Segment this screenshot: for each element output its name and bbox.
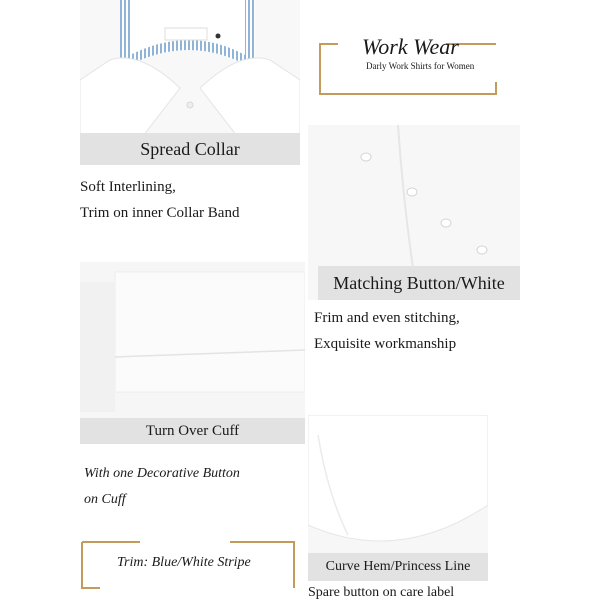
hem-photo (308, 415, 488, 555)
button-desc-line-1: Frim and even stitching, (314, 310, 460, 326)
cuff-desc-line-1: With one Decorative Button (84, 466, 240, 481)
collar-desc-line-2: Trim on inner Collar Band (80, 205, 240, 221)
collar-desc-line-1: Soft Interlining, (80, 179, 176, 195)
cuff-photo (80, 262, 305, 422)
spare-button-note: Spare button on care label (308, 585, 455, 600)
header-subtitle: Darly Work Shirts for Women (366, 61, 475, 71)
trim-label: Trim: Blue/White Stripe (117, 555, 251, 570)
matching-button-caption: Matching Button/White (318, 266, 520, 300)
spread-collar-caption: Spread Collar (80, 133, 300, 165)
cuff-desc-line-2: on Cuff (84, 492, 126, 507)
collar-photo (80, 0, 300, 140)
curve-hem-caption: Curve Hem/Princess Line (308, 553, 488, 581)
turn-over-cuff-caption: Turn Over Cuff (80, 418, 305, 444)
button-desc-line-2: Exquisite workmanship (314, 336, 457, 352)
header-title: Work Wear (362, 34, 459, 59)
